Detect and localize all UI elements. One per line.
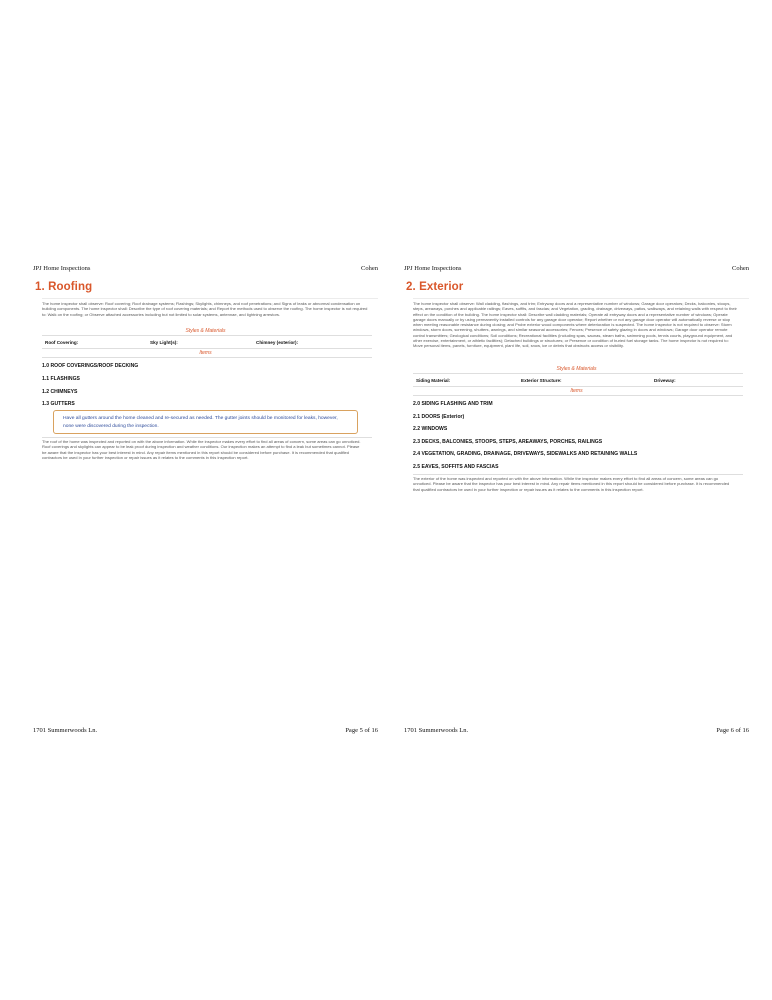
page-footer — [33, 727, 378, 737]
page-number: Page 5 of 16 — [345, 727, 378, 734]
divider — [42, 298, 378, 299]
styles-materials-heading: Styles & Materials — [185, 328, 226, 334]
item-flashings: 1.1 FLASHINGS — [42, 376, 80, 382]
property-address: 1701 Summerwoods Ln. — [33, 727, 98, 734]
styles-materials-heading: Styles & Materials — [556, 366, 597, 372]
divider — [413, 395, 743, 396]
company-name: JPJ Home Inspections — [404, 265, 462, 272]
divider — [413, 373, 743, 374]
item-roof-coverings: 1.0 ROOF COVERINGS/ROOF DECKING — [42, 363, 139, 369]
field-siding-material: Siding Material: — [416, 378, 451, 383]
field-driveway: Driveway: — [654, 378, 676, 383]
property-address: 1701 Summerwoods Ln. — [404, 727, 469, 734]
item-siding: 2.0 SIDING FLASHING AND TRIM — [413, 401, 493, 407]
page-footer — [404, 727, 749, 737]
items-heading: Items — [570, 388, 583, 394]
item-gutters: 1.3 GUTTERS — [42, 401, 75, 407]
page-number: Page 6 of 16 — [716, 727, 749, 734]
item-windows: 2.2 WINDOWS — [413, 426, 448, 432]
company-name: JPJ Home Inspections — [33, 265, 91, 272]
item-doors: 2.1 DOORS (Exterior) — [413, 414, 465, 420]
section-intro: The home inspector shall observe: Roof covering; Roof drainage systems; Flashings; Skylights, chimneys, and roof penetrations; and Signs of leaks or abnormal condensation on building components. The home inspector shall: Describe the type of roof covering materials; and Report the methods used to observe the roofing. The home inspector is not required to: Walk on the roofing; or Observe attached accessories including but not limited to solar systems, antennae, and lightning arrestors. — [42, 301, 368, 317]
item-eaves: 2.5 EAVES, SOFFITS AND FASCIAS — [413, 464, 499, 470]
field-sky-lights: Sky Light(s): — [150, 340, 178, 345]
item-chimneys: 1.2 CHIMNEYS — [42, 389, 78, 395]
items-heading: Items — [199, 350, 212, 356]
inspector-comment — [53, 410, 358, 434]
field-chimney: Chimney (exterior): — [256, 340, 299, 345]
page-header — [404, 265, 749, 275]
section-closing: The roof of the home was inspected and reported on with the above information. While the inspector makes every effort to find all areas of concern, some areas can go unnoticed. Roof coverings and skylights can appear to be leak proof during inspection and weather conditions. Our inspection makes an attempt to find a leak but sometimes cannot. Please be aware that the inspector has your best interest in mind. Any repair items mentioned in this report should be considered before purchase. It is recommended that qualified contractors be used in your further inspection or repair issues as it relates to the comments in this inspection report. — [42, 439, 361, 460]
divider — [413, 386, 743, 387]
item-vegetation: 2.4 VEGETATION, GRADING, DRAINAGE, DRIVEWAYS, SIDEWALKS AND RETAINING WALLS — [413, 451, 638, 457]
divider — [413, 298, 749, 299]
comment-text: Have all gutters around the home cleaned and re-secured as needed. The gutter joints should be monitored for leaks, however, none were discovered during the inspection. — [63, 416, 338, 429]
divider — [42, 335, 372, 336]
client-name: Cohen — [361, 265, 378, 272]
divider — [42, 437, 372, 438]
field-exterior-structure: Exterior Structure: — [521, 378, 562, 383]
section-intro: The home inspector shall observe: Wall cladding, flashings, and trim; Entryway doors and a representative number of windows; Garage door operators; Decks, balconies, stoops, steps, areaways, porches and applicable railings; Eaves, soffits, and fascias; and Vegetation, grading, drainage, driveways, patios, walkways, and retaining walls with respect to their effect on the condition of the building. The home inspector shall: Describe wall cladding materials; Operate all entryway doors and a representative number of windows; Operate garage doors manually or by using permanently installed controls for any garage door operator; Report whether or not any garage door operator will automatically reverse or stop when meeting reasonable resistance during closing; and Probe exterior wood components where deterioration is suspected. The home inspector is not required to observe: Storm windows, storm doors, screening, shutters, awnings, and similar seasonal accessories; Fences; Presence of safety glazing in doors and windows; Garage door operator remote control transmitters; Geological conditions; Soil conditions; Recreational facilities (including spas, saunas, steam baths, swimming pools, tennis courts, playground equipment, and other exercise, entertainment, or athletic facilities); Detached buildings or structures; or Presence or condition of buried fuel storage tanks. The home inspector is not required to: Move personal items, panels, furniture, equipment, plant life, soil, snow, ice or debris that obstructs access or visibility. — [413, 301, 737, 349]
section-title: 1. Roofing — [35, 281, 93, 293]
client-name: Cohen — [732, 265, 749, 272]
report-page-roofing — [33, 262, 378, 740]
divider — [413, 474, 743, 475]
field-roof-covering: Roof Covering: — [45, 340, 79, 345]
report-page-exterior — [404, 262, 749, 740]
item-decks: 2.3 DECKS, BALCONIES, STOOPS, STEPS, AREAWAYS, PORCHES, RAILINGS — [413, 439, 603, 445]
divider — [42, 357, 372, 358]
section-title: 2. Exterior — [406, 281, 464, 293]
section-closing: The exterior of the home was inspected and reported on with the above information. While the inspector makes every effort to find all areas of concern, some areas can go unnoticed. Please be aware that the inspector has your best interest in mind. Any repair items mentioned in this report should be considered before purchase. It is recommended that qualified contractors be used in your further inspection or repair issues as it relates to the comments in this inspection report. — [413, 476, 730, 492]
page-header — [33, 265, 378, 275]
divider — [42, 348, 372, 349]
